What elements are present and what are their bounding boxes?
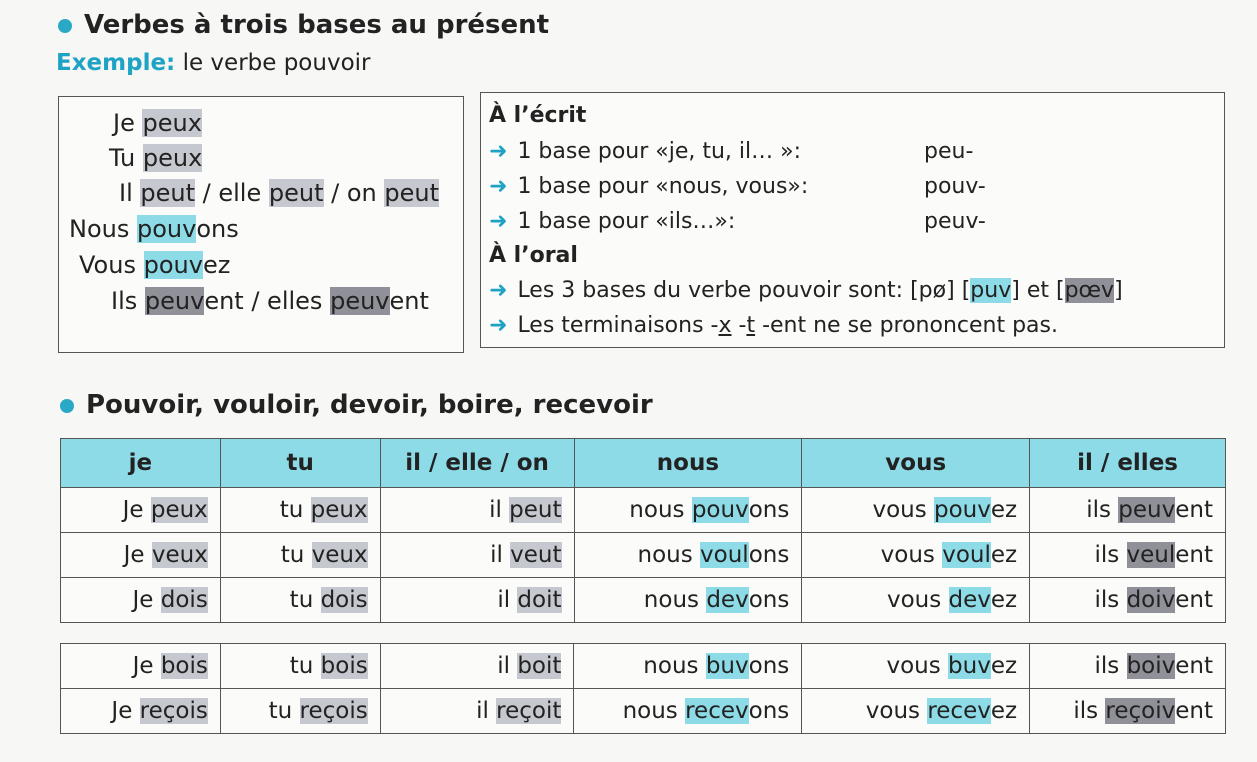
table-cell: il veut <box>380 533 574 578</box>
arrow-right-icon: ➜ <box>489 313 508 338</box>
table-row <box>61 644 1226 689</box>
table-header-row <box>61 439 1226 488</box>
table-cell: Je bois <box>61 644 221 689</box>
table-cell: nous recevons <box>574 689 802 734</box>
header-ils: il / elles <box>1030 439 1226 488</box>
section-title-1: Verbes à trois bases au présent <box>58 10 549 40</box>
table-cell: vous buvez <box>802 644 1030 689</box>
table-cell: tu peux <box>220 488 380 533</box>
conj-tu: Tu peux <box>109 144 203 172</box>
example-line <box>56 50 371 76</box>
conj-nous: Nous pouvons <box>69 215 239 243</box>
conjugation-box <box>58 96 464 353</box>
table-cell: vous voulez <box>802 533 1030 578</box>
table-row <box>61 689 1226 734</box>
table-cell: vous recevez <box>802 689 1030 734</box>
conj-vous: Vous pouvez <box>79 251 231 279</box>
bullet-dot-icon <box>60 399 74 413</box>
conj-il: Il peut / elle peut / on peut <box>119 179 440 207</box>
table-row <box>61 578 1226 623</box>
header-nous: nous <box>574 439 802 488</box>
table-cell: ils veulent <box>1030 533 1226 578</box>
conj-je: Je peux <box>113 109 202 137</box>
header-tu: tu <box>220 439 380 488</box>
table-cell: il doit <box>380 578 574 623</box>
table-cell: il reçoit <box>380 689 574 734</box>
bullet-dot-icon <box>58 19 72 33</box>
table-row <box>61 533 1226 578</box>
table-cell: tu bois <box>220 644 380 689</box>
ecrit-item-1: ➜ 1 base pour «je, tu, il… »: peu- <box>489 139 974 164</box>
table-cell: il boit <box>380 644 574 689</box>
table-cell: tu veux <box>220 533 380 578</box>
table-cell: Je peux <box>61 488 221 533</box>
table-row <box>61 488 1226 533</box>
table-cell: ils boivent <box>1030 644 1226 689</box>
header-vous: vous <box>802 439 1030 488</box>
conjugation-table-1 <box>60 438 1226 623</box>
table-cell: vous pouvez <box>802 488 1030 533</box>
ecrit-item-2: ➜ 1 base pour «nous, vous»: pouv- <box>489 174 986 199</box>
oral-line-1: ➜ Les 3 bases du verbe pouvoir sont: [pø] [puv] et [pœv] <box>489 278 1123 303</box>
arrow-right-icon: ➜ <box>489 209 508 234</box>
table-cell: ils peuvent <box>1030 488 1226 533</box>
example-text: le verbe pouvoir <box>182 50 371 76</box>
table-cell: Je reçois <box>61 689 221 734</box>
table-cell: nous voulons <box>574 533 802 578</box>
table-cell: ils reçoivent <box>1030 689 1226 734</box>
ecrit-title: À l’écrit <box>489 103 587 128</box>
ecrit-item-3: ➜ 1 base pour «ils…»: peuv- <box>489 209 986 234</box>
table-cell: tu reçois <box>220 689 380 734</box>
table-cell: vous devez <box>802 578 1030 623</box>
table-cell: Je dois <box>61 578 221 623</box>
example-label: Exemple: <box>56 50 176 76</box>
arrow-right-icon: ➜ <box>489 278 508 303</box>
table-cell: Je veux <box>61 533 221 578</box>
rules-box <box>480 92 1225 348</box>
table-cell: ils doivent <box>1030 578 1226 623</box>
table-cell: nous pouvons <box>574 488 802 533</box>
arrow-right-icon: ➜ <box>489 174 508 199</box>
arrow-right-icon: ➜ <box>489 139 508 164</box>
conj-ils: Ils peuvent / elles peuvent <box>111 287 429 315</box>
table-cell: tu dois <box>220 578 380 623</box>
table-cell: nous devons <box>574 578 802 623</box>
conjugation-table-2 <box>60 643 1226 734</box>
oral-line-2: ➜ Les terminaisons -x -t -ent ne se prononcent pas. <box>489 313 1058 338</box>
oral-title: À l’oral <box>489 243 578 268</box>
header-il: il / elle / on <box>380 439 574 488</box>
table-cell: nous buvons <box>574 644 802 689</box>
header-je: je <box>61 439 221 488</box>
section-title-2: Pouvoir, vouloir, devoir, boire, recevoir <box>60 390 653 420</box>
table-cell: il peut <box>380 488 574 533</box>
